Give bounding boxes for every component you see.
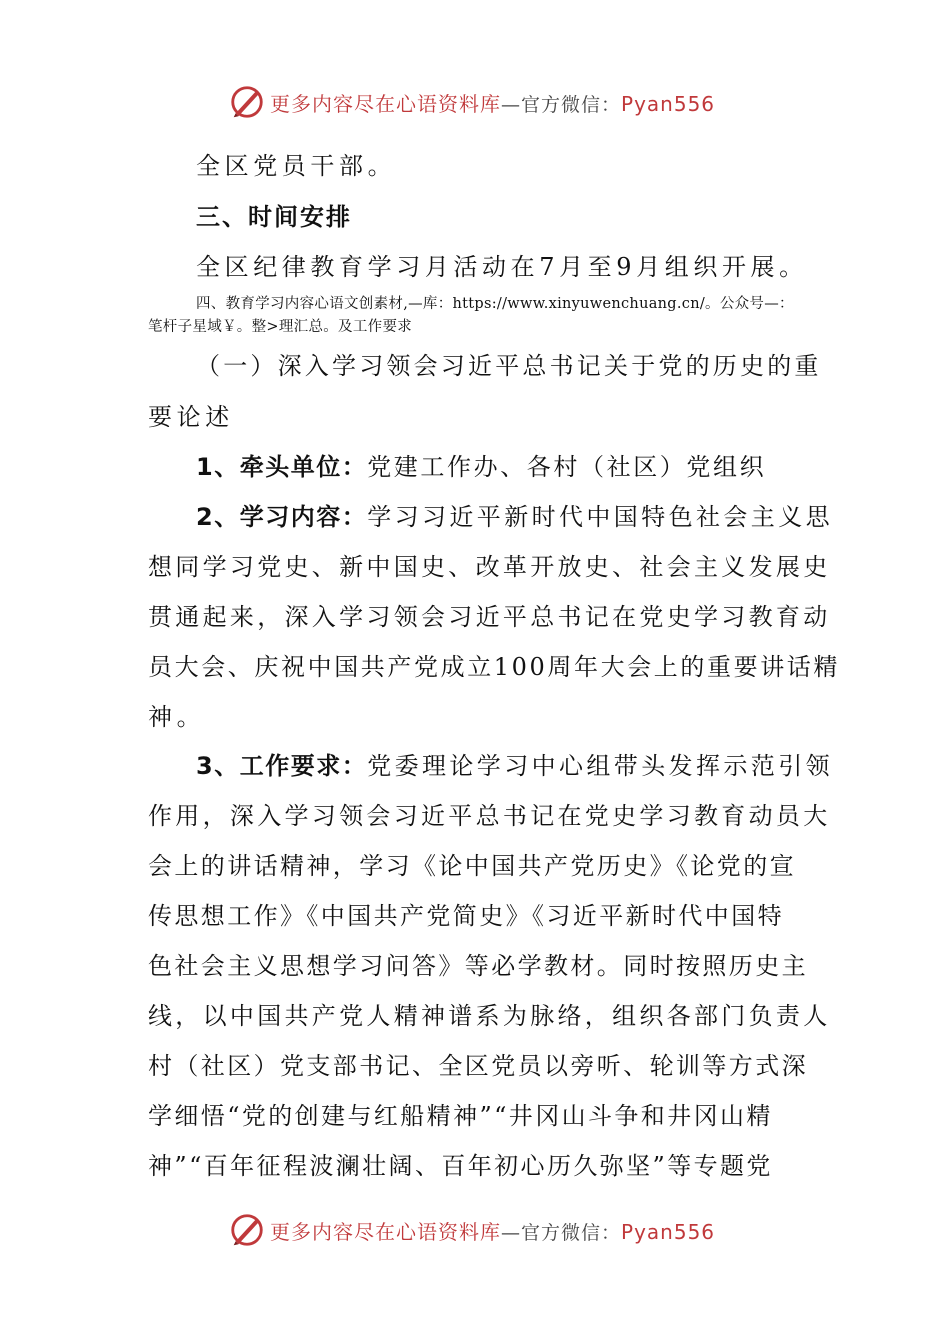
text-line: 神。 [148,703,206,731]
pen-logo-icon [228,83,266,121]
banner-site-name: 更多内容尽在心语资料库 [270,1219,501,1244]
banner-wechat-label: —官方微信： [501,93,622,116]
banner-wechat-id: Pyan556 [621,91,716,116]
text-line: 想同学习党史、新中国史、改革开放史、社会主义发展史 [148,553,831,581]
text-line: 色社会主义思想学习问答》等必学教材。同时按照历史主 [148,952,808,980]
banner-wechat-id: Pyan556 [621,1219,716,1244]
item-text: 党建工作办、各村（社区）党组织 [367,453,767,481]
text-line: 会上的讲话精神，学习《论中国共产党历史》《论党的宣 [148,852,796,880]
item-line [196,453,808,482]
item-line [196,752,834,781]
text-line: 学细悟“党的创建与红船精神”“井冈山斗争和井冈山精 [148,1102,773,1130]
text-line: 作用，深入学习领会习近平总书记在党史学习教育动员大 [148,802,831,830]
text-line: 村（社区）党支部书记、全区党员以旁听、轮训等方式深 [148,1052,808,1080]
subheading-line: 要论述 [148,403,234,431]
subheading-line: （一）深入学习领会习近平总书记关于党的历史的重 [196,352,822,380]
banner-site-name: 更多内容尽在心语资料库 [270,91,501,116]
item-text: 党委理论学习中心组带头发挥示范引领 [367,752,834,780]
item-text: 学习习近平新时代中国特色社会主义思 [367,503,834,531]
item-label: 3、工作要求： [196,752,368,780]
text-line: 贯通起来，深入学习领会习近平总书记在党史学习教育动 [148,603,831,631]
item-label: 2、学习内容： [196,503,368,531]
text-line: 线，以中国共产党人精神谱系为脉络，组织各部门负责人 [148,1002,831,1030]
item-label: 1、牵头单位： [196,453,368,481]
text-line: 传思想工作》《中国共产党简史》《习近平新时代中国特 [148,902,784,930]
text-line: 员大会、庆祝中国共产党成立100周年大会上的重要讲话精 [148,653,841,681]
text-line: 全区纪律教育学习月活动在7月至9月组织开展。 [196,253,808,281]
text-line: 神”“百年征程波澜壮阔、百年初心历久弥坚”等专题党 [148,1152,773,1180]
inserted-note-line: 笔杆子星域￥。整>理汇总。及工作要求 [148,319,413,335]
footer-watermark-banner [228,1210,715,1250]
banner-text [270,1216,715,1245]
inserted-note-line: 四、教育学习内容心语文创素材,—库：https://www.xinyuwenchuang.cn/。公众号—： [196,296,794,312]
banner-text [270,88,715,117]
header-watermark-banner [228,82,715,122]
text-line: 全区党员干部。 [196,152,397,180]
section-heading: 三、时间安排 [196,203,352,231]
banner-wechat-label: —官方微信： [501,1221,622,1244]
pen-logo-icon [228,1211,266,1249]
item-line [196,503,834,532]
